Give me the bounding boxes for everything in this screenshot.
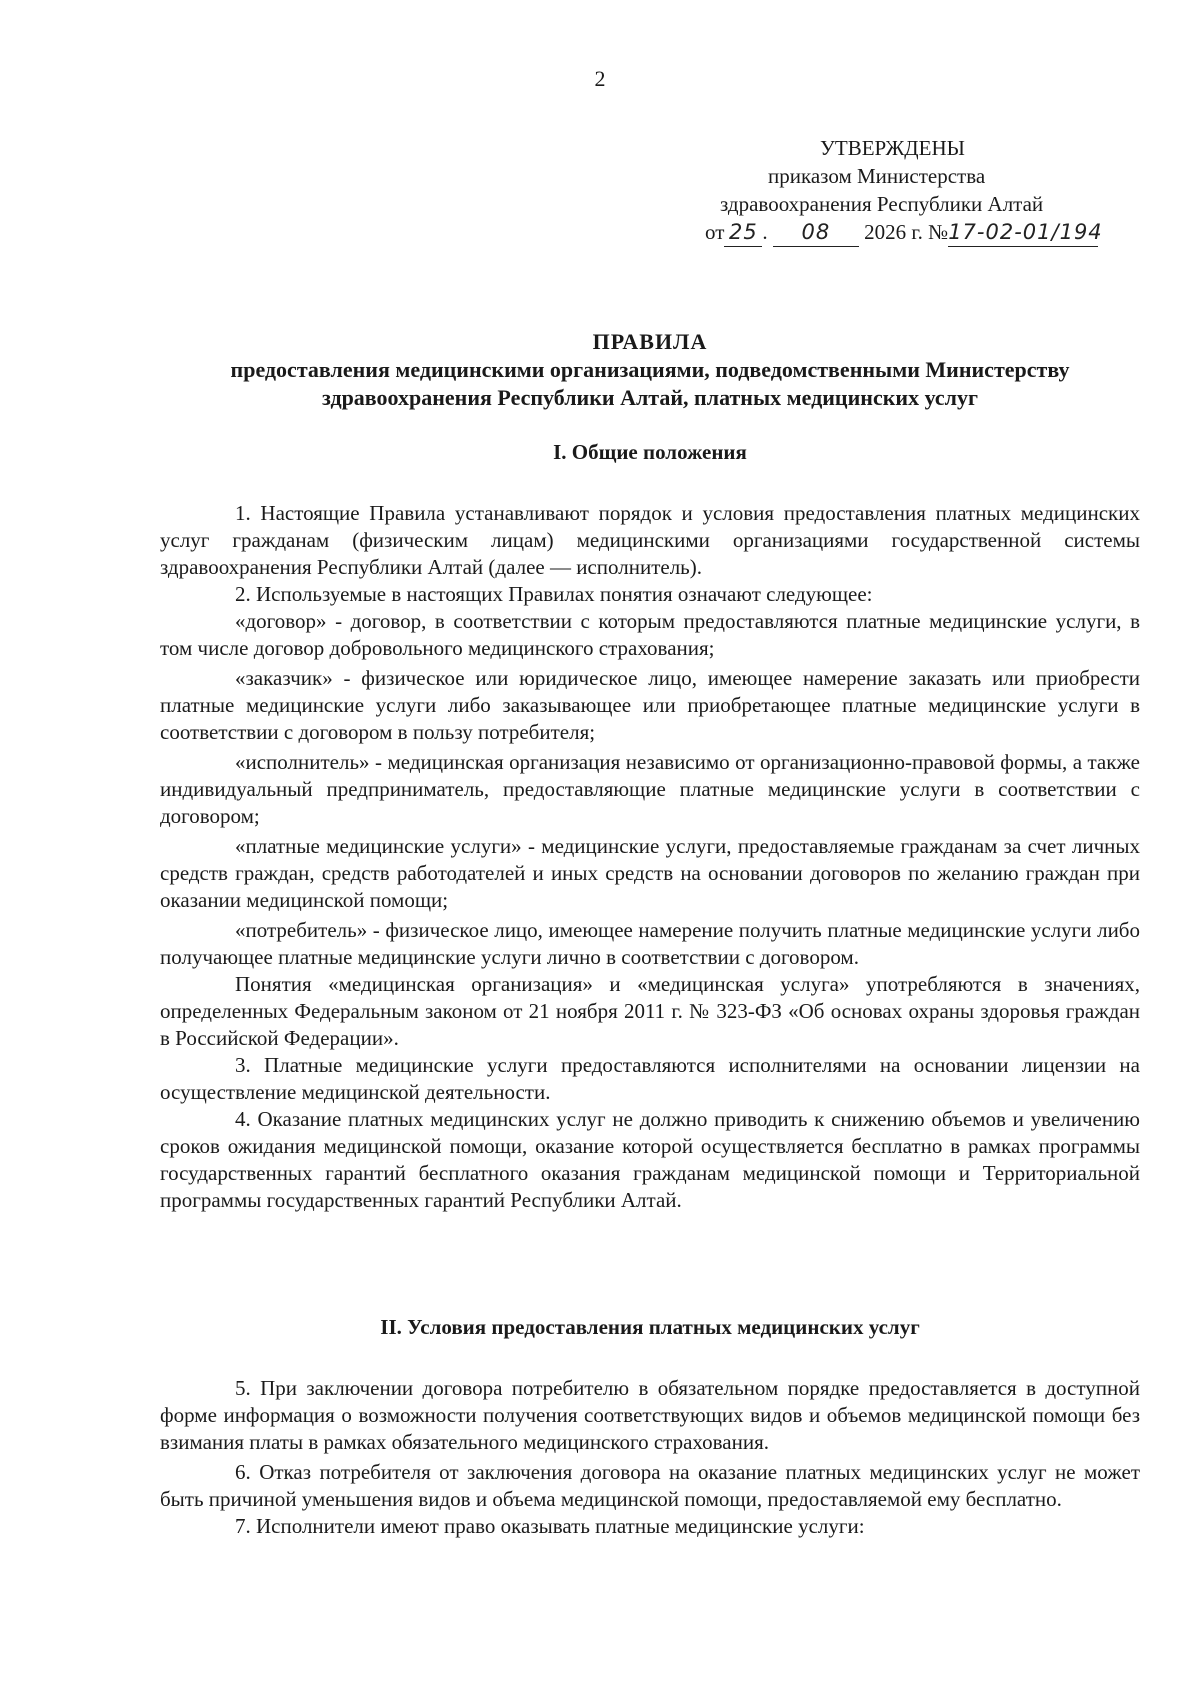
definition-customer: «заказчик» - физическое или юридическое лицо, имеющее намерение заказать или приобрести платные медицинские услуги либо заказывающее или приобретающее платные медицинские услуги в соответствии с договором в пользу потребителя;: [160, 666, 1140, 744]
definition-consumer: «потребитель» - физическое лицо, имеющее намерение получить платные медицинские услуги либо получающее платные медицинские услуги лично в соответствии с договором.: [160, 918, 1140, 969]
section-2-heading: II. Условия предоставления платных медицинских услуг: [380, 1315, 920, 1339]
approval-line-ministry: здравоохранения Республики Алтай: [720, 192, 1044, 216]
approval-from-label: от: [705, 220, 725, 244]
paragraph-concepts: Понятия «медицинская организация» и «медицинская услуга» употребляются в значениях, определенных Федеральным законом от 21 ноября 2011 г. № 323-ФЗ «Об основах охраны здоровья граждан в Российской Федерации».: [160, 972, 1140, 1050]
definition-executor: «исполнитель» - медицинская организация независимо от организационно-правовой формы, а также индивидуальный предприниматель, предоставляющие платные медицинские услуги в соответствии с договором;: [160, 750, 1140, 828]
paragraph-5: 5. При заключении договора потребителю в обязательном порядке предоставляется в доступной форме информация о возможности получения соответствующих видов и объемов медицинской помощи без взимания платы в рамках обязательного медицинского страхования.: [160, 1376, 1140, 1454]
paragraph-3: 3. Платные медицинские услуги предоставляются исполнителями на основании лицензии на осуществление медицинской деятельности.: [160, 1053, 1140, 1104]
handwritten-month: 08: [801, 220, 831, 244]
paragraph-4: 4. Оказание платных медицинских услуг не должно приводить к снижению объемов и увеличению сроков ожидания медицинской помощи, оказание которой осуществляется бесплатно в рамках программы государственных гарантий бесплатного оказания гражданам медицинской помощи и Территориальной программы государственных гарантий Республики Алтай.: [160, 1107, 1140, 1212]
paragraph-6: 6. Отказ потребителя от заключения договора на оказание платных медицинских услуг не может быть причиной уменьшения видов и объема медицинской помощи, предоставляемой ему бесплатно.: [160, 1460, 1140, 1511]
approval-date-line: [700, 218, 1160, 247]
approval-dot: .: [762, 220, 768, 244]
approval-day-field: [724, 218, 762, 247]
approval-line-approved: УТВЕРЖДЕНЫ: [820, 136, 965, 160]
approval-line-order: приказом Министерства: [768, 164, 986, 188]
approval-number-field: [948, 218, 1103, 247]
approval-month-field: [773, 218, 859, 247]
page-number: 2: [594, 66, 606, 91]
paragraph-1: 1. Настоящие Правила устанавливают порядок и условия предоставления платных медицинских услуг гражданам (физическим лицам) медицинскими организациями государственной системы здравоохранения Республики Алтай (далее — исполнитель).: [160, 501, 1140, 579]
handwritten-day: 25: [729, 220, 758, 244]
section-1-body: [160, 500, 1140, 1214]
document-title-block: [160, 328, 1140, 412]
document-subtitle-line-2: здравоохранения Республики Алтай, платных медицинских услуг: [322, 385, 978, 410]
paragraph-7: 7. Исполнители имеют право оказывать платные медицинские услуги:: [235, 1514, 865, 1538]
definition-contract: «договор» - договор, в соответствии с которым предоставляются платные медицинские услуги, в том числе договор добровольного медицинского страхования;: [160, 609, 1140, 660]
section-2-body: [160, 1375, 1140, 1540]
document-title: ПРАВИЛА: [592, 329, 708, 354]
approval-stamp: [700, 134, 1160, 247]
definition-paid-services: «платные медицинские услуги» - медицинские услуги, предоставляемые гражданам за счет личных средств граждан, средств работодателей и иных средств на основании договоров по желанию граждан при оказании медицинской помощи;: [160, 834, 1140, 912]
approval-year: 2026 г. №: [864, 220, 949, 244]
section-1-heading: I. Общие положения: [553, 440, 747, 464]
paragraph-2: 2. Используемые в настоящих Правилах понятия означают следующее:: [235, 582, 873, 606]
document-subtitle-line-1: предоставления медицинскими организациями, подведомственными Министерству: [230, 357, 1070, 382]
handwritten-number: 17-02-01/194: [948, 220, 1103, 244]
